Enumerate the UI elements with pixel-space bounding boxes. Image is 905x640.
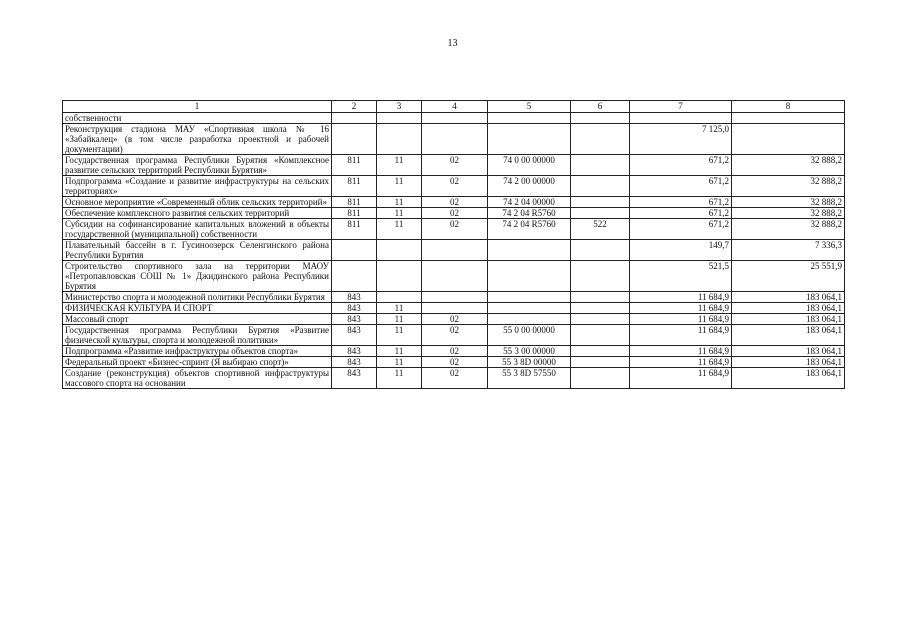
row-expense-type-cell: [571, 124, 630, 155]
row-target-article-cell: 74 2 04 00000: [488, 197, 571, 208]
row-subsection-cell: 02: [422, 197, 488, 208]
row-subsection-cell: [422, 113, 488, 124]
row-name-cell: Подпрограмма «Развитие инфраструктуры объектов спорта»: [63, 346, 332, 357]
row-section-cell: [377, 124, 422, 155]
row-value-col7-cell: 11 684,9: [630, 314, 732, 325]
row-value-col7-cell: 11 684,9: [630, 346, 732, 357]
table-body: [63, 113, 845, 389]
row-value-col7-cell: 671,2: [630, 219, 732, 240]
table-row: [63, 303, 845, 314]
row-section-cell: [377, 292, 422, 303]
row-value-col7-cell: 671,2: [630, 208, 732, 219]
row-section-cell: 11: [377, 368, 422, 389]
row-subsection-cell: 02: [422, 176, 488, 197]
row-ministry-code-cell: 843: [332, 368, 377, 389]
table-row: [63, 314, 845, 325]
row-ministry-code-cell: 811: [332, 155, 377, 176]
row-expense-type-cell: [571, 208, 630, 219]
column-header: 1: [63, 101, 332, 113]
table-row: [63, 240, 845, 261]
row-expense-type-cell: [571, 292, 630, 303]
row-target-article-cell: [488, 261, 571, 292]
row-value-col7-cell: 671,2: [630, 155, 732, 176]
row-subsection-cell: 02: [422, 208, 488, 219]
row-ministry-code-cell: [332, 124, 377, 155]
row-expense-type-cell: 522: [571, 219, 630, 240]
row-expense-type-cell: [571, 176, 630, 197]
row-ministry-code-cell: [332, 240, 377, 261]
row-ministry-code-cell: 843: [332, 314, 377, 325]
row-ministry-code-cell: 843: [332, 292, 377, 303]
row-target-article-cell: 74 0 00 00000: [488, 155, 571, 176]
row-section-cell: 11: [377, 303, 422, 314]
row-name-cell: Плавательный бассейн в г. Гусиноозерск Селенгинского района Республики Бурятия: [63, 240, 332, 261]
row-expense-type-cell: [571, 303, 630, 314]
row-section-cell: 11: [377, 314, 422, 325]
row-ministry-code-cell: 843: [332, 346, 377, 357]
row-value-col7-cell: 521,5: [630, 261, 732, 292]
row-ministry-code-cell: 843: [332, 357, 377, 368]
row-value-col8-cell: 32 888,2: [732, 176, 845, 197]
column-header: 8: [732, 101, 845, 113]
table-row: [63, 346, 845, 357]
row-name-cell: Создание (реконструкция) объектов спортивной инфраструктуры массового спорта на основании: [63, 368, 332, 389]
row-name-cell: собственности: [63, 113, 332, 124]
row-name-cell: Обеспечение комплексного развития сельских территорий: [63, 208, 332, 219]
row-value-col8-cell: 32 888,2: [732, 208, 845, 219]
table-row: [63, 176, 845, 197]
row-value-col7-cell: 11 684,9: [630, 325, 732, 346]
row-value-col8-cell: 25 551,9: [732, 261, 845, 292]
row-value-col7-cell: 7 125,0: [630, 124, 732, 155]
row-subsection-cell: 02: [422, 314, 488, 325]
row-ministry-code-cell: [332, 261, 377, 292]
row-value-col7-cell: 11 684,9: [630, 292, 732, 303]
row-subsection-cell: 02: [422, 325, 488, 346]
row-subsection-cell: [422, 240, 488, 261]
row-value-col7-cell: 11 684,9: [630, 357, 732, 368]
row-ministry-code-cell: [332, 113, 377, 124]
row-value-col7-cell: 671,2: [630, 197, 732, 208]
row-value-col8-cell: 183 064,1: [732, 346, 845, 357]
row-name-cell: Подпрограмма «Создание и развитие инфраструктуры на сельских территориях»: [63, 176, 332, 197]
row-ministry-code-cell: 811: [332, 219, 377, 240]
row-expense-type-cell: [571, 197, 630, 208]
row-expense-type-cell: [571, 368, 630, 389]
row-name-cell: Государственная программа Республики Бурятия «Комплексное развитие сельских территорий Республики Бурятия»: [63, 155, 332, 176]
row-value-col8-cell: 183 064,1: [732, 314, 845, 325]
row-expense-type-cell: [571, 357, 630, 368]
row-expense-type-cell: [571, 155, 630, 176]
row-expense-type-cell: [571, 240, 630, 261]
table-row: [63, 155, 845, 176]
row-subsection-cell: 02: [422, 155, 488, 176]
column-header: 4: [422, 101, 488, 113]
row-target-article-cell: [488, 124, 571, 155]
row-target-article-cell: [488, 240, 571, 261]
budget-table: [62, 100, 845, 389]
row-expense-type-cell: [571, 261, 630, 292]
row-name-cell: Государственная программа Республики Бурятия «Развитие физической культуры, спорта и молодежной политики»: [63, 325, 332, 346]
row-section-cell: 11: [377, 208, 422, 219]
row-target-article-cell: 55 3 8D 57550: [488, 368, 571, 389]
row-section-cell: 11: [377, 325, 422, 346]
row-ministry-code-cell: 811: [332, 208, 377, 219]
column-header: 6: [571, 101, 630, 113]
row-name-cell: Федеральный проект «Бизнес-спринт (Я выбираю спорт)»: [63, 357, 332, 368]
column-header: 7: [630, 101, 732, 113]
table-row: [63, 261, 845, 292]
row-subsection-cell: [422, 124, 488, 155]
row-value-col7-cell: 671,2: [630, 176, 732, 197]
row-name-cell: ФИЗИЧЕСКАЯ КУЛЬТУРА И СПОРТ: [63, 303, 332, 314]
row-subsection-cell: 02: [422, 357, 488, 368]
row-target-article-cell: 55 0 00 00000: [488, 325, 571, 346]
row-section-cell: [377, 261, 422, 292]
row-section-cell: 11: [377, 197, 422, 208]
row-ministry-code-cell: 843: [332, 325, 377, 346]
row-section-cell: [377, 113, 422, 124]
row-section-cell: 11: [377, 346, 422, 357]
row-name-cell: Министерство спорта и молодежной политики Республики Бурятия: [63, 292, 332, 303]
table-row: [63, 325, 845, 346]
row-value-col8-cell: 183 064,1: [732, 357, 845, 368]
row-subsection-cell: 02: [422, 219, 488, 240]
table-row: [63, 219, 845, 240]
row-ministry-code-cell: 811: [332, 197, 377, 208]
row-subsection-cell: [422, 303, 488, 314]
row-value-col7-cell: 11 684,9: [630, 368, 732, 389]
row-target-article-cell: 55 3 00 00000: [488, 346, 571, 357]
page-number: 13: [447, 38, 458, 49]
row-target-article-cell: 74 2 04 R5760: [488, 208, 571, 219]
row-value-col8-cell: 32 888,2: [732, 197, 845, 208]
row-name-cell: Основное мероприятие «Современный облик сельских территорий»: [63, 197, 332, 208]
row-value-col8-cell: 183 064,1: [732, 292, 845, 303]
row-subsection-cell: 02: [422, 346, 488, 357]
table-row: [63, 113, 845, 124]
row-value-col7-cell: 11 684,9: [630, 303, 732, 314]
table-row: [63, 197, 845, 208]
row-ministry-code-cell: 843: [332, 303, 377, 314]
table-row: [63, 292, 845, 303]
row-name-cell: Массовый спорт: [63, 314, 332, 325]
row-subsection-cell: [422, 261, 488, 292]
row-subsection-cell: 02: [422, 368, 488, 389]
row-target-article-cell: [488, 314, 571, 325]
row-value-col7-cell: [630, 113, 732, 124]
row-value-col8-cell: [732, 124, 845, 155]
row-name-cell: Субсидии на софинансирование капитальных вложений в объекты государственной (муниципальной) собственности: [63, 219, 332, 240]
row-ministry-code-cell: 811: [332, 176, 377, 197]
row-value-col8-cell: 7 336,3: [732, 240, 845, 261]
row-section-cell: 11: [377, 357, 422, 368]
row-value-col8-cell: [732, 113, 845, 124]
row-target-article-cell: 74 2 00 00000: [488, 176, 571, 197]
column-header: 5: [488, 101, 571, 113]
table-row: [63, 368, 845, 389]
row-value-col7-cell: 149,7: [630, 240, 732, 261]
table-row: [63, 124, 845, 155]
row-target-article-cell: 74 2 04 R5760: [488, 219, 571, 240]
row-target-article-cell: [488, 303, 571, 314]
row-section-cell: 11: [377, 219, 422, 240]
row-section-cell: 11: [377, 176, 422, 197]
row-target-article-cell: 55 3 8D 00000: [488, 357, 571, 368]
table-row: [63, 357, 845, 368]
header-row: [63, 101, 845, 113]
row-expense-type-cell: [571, 346, 630, 357]
row-section-cell: [377, 240, 422, 261]
row-value-col8-cell: 32 888,2: [732, 219, 845, 240]
row-subsection-cell: [422, 292, 488, 303]
column-header: 3: [377, 101, 422, 113]
row-expense-type-cell: [571, 325, 630, 346]
row-expense-type-cell: [571, 113, 630, 124]
row-name-cell: Строительство спортивного зала на территории МАОУ «Петропавловская СОШ № 1» Джидинского района Республики Бурятия: [63, 261, 332, 292]
row-value-col8-cell: 183 064,1: [732, 325, 845, 346]
table-row: [63, 208, 845, 219]
row-value-col8-cell: 183 064,1: [732, 368, 845, 389]
row-expense-type-cell: [571, 314, 630, 325]
row-name-cell: Реконструкция стадиона МАУ «Спортивная школа № 16 «Забайкалец» (в том числе разработка проектной и рабочей документации): [63, 124, 332, 155]
row-value-col8-cell: 183 064,1: [732, 303, 845, 314]
row-value-col8-cell: 32 888,2: [732, 155, 845, 176]
row-section-cell: 11: [377, 155, 422, 176]
row-target-article-cell: [488, 113, 571, 124]
row-target-article-cell: [488, 292, 571, 303]
column-header: 2: [332, 101, 377, 113]
